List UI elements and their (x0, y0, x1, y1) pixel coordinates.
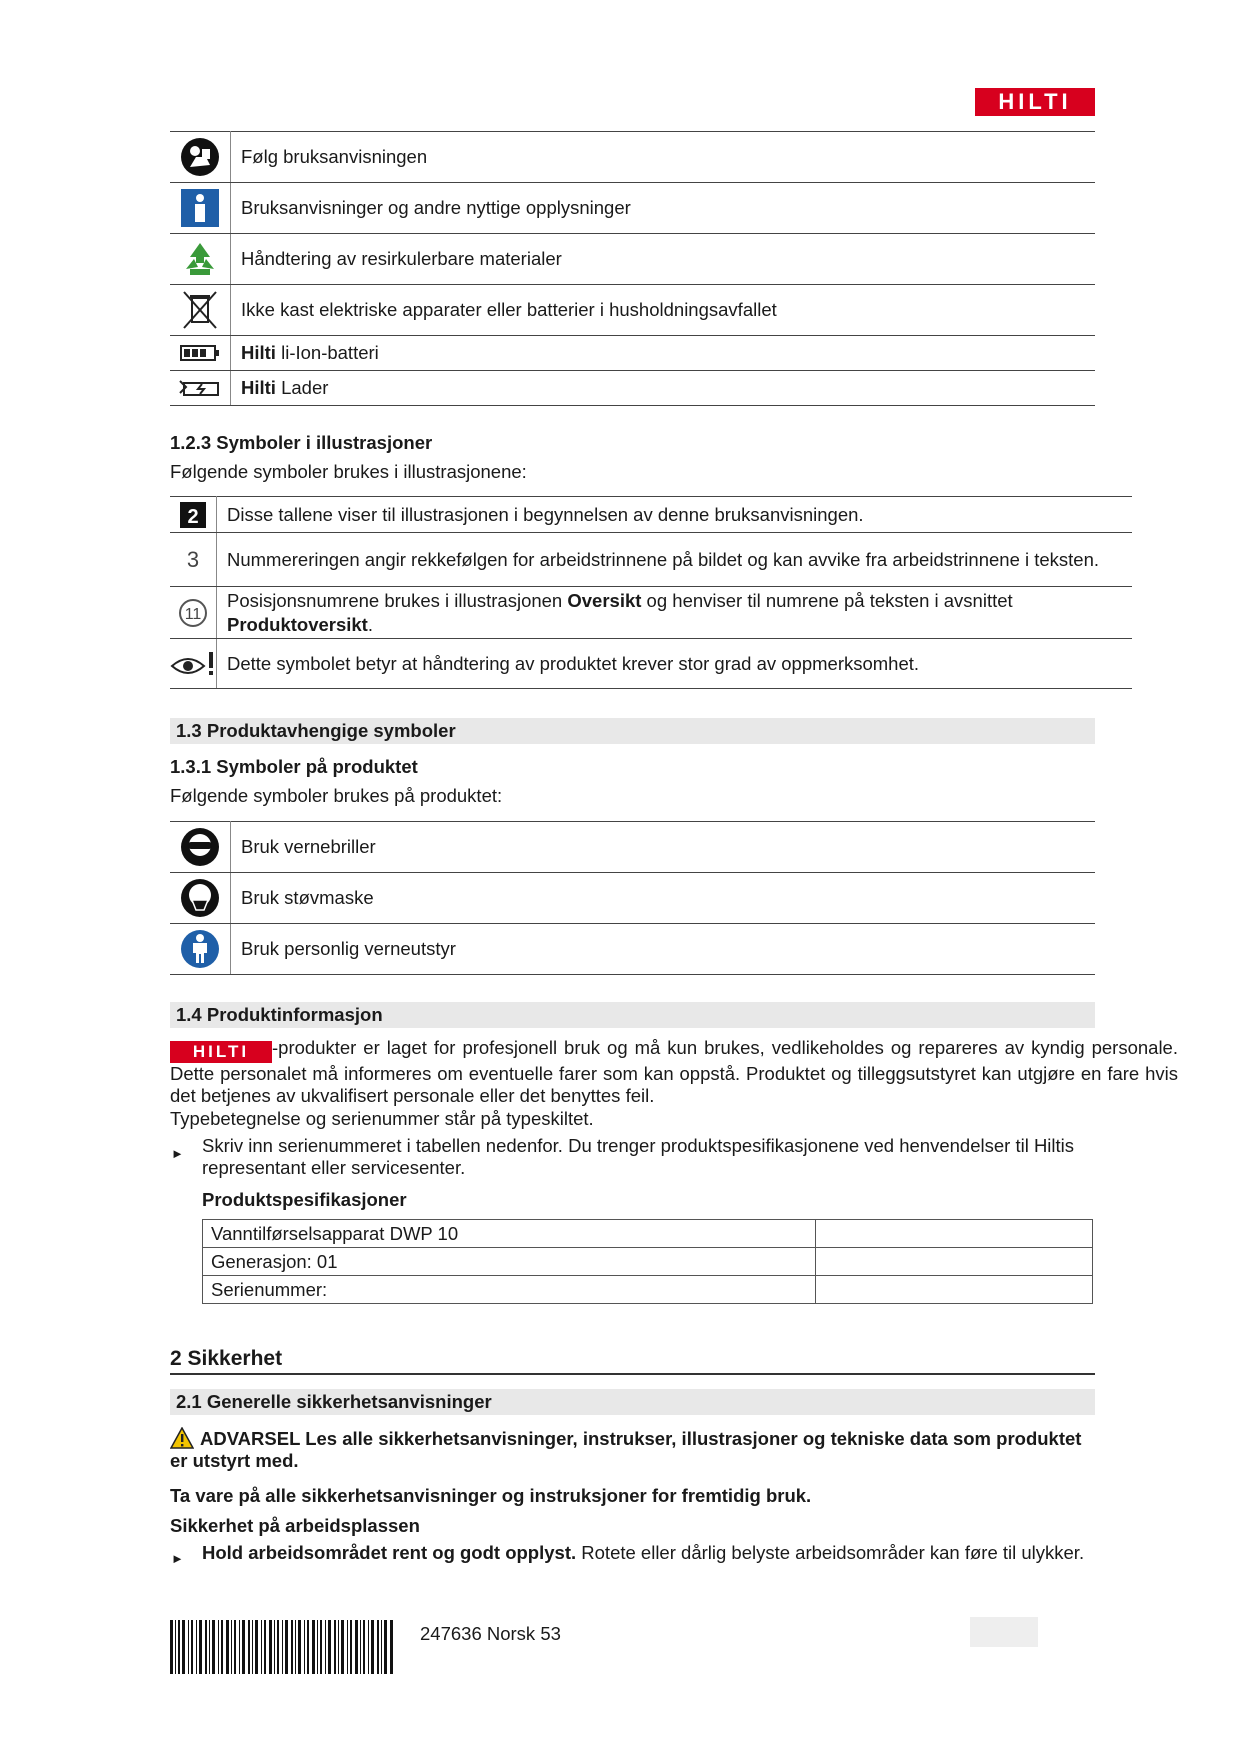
table-row (170, 336, 1095, 371)
section-band-1-4: 1.4 Produktinformasjon (170, 1002, 1095, 1028)
bullet-arrow-icon: ► (171, 1146, 184, 1161)
symbol-text: Følg bruksanvisningen (231, 132, 1096, 183)
warning-triangle-icon (170, 1427, 194, 1449)
table-row (170, 371, 1095, 406)
table-row (170, 132, 1095, 183)
symbol-text: Bruk støvmaske (231, 873, 1096, 924)
section-heading-1-3-1: 1.3.1 Symboler på produktet (170, 756, 418, 777)
table-row (170, 822, 1095, 873)
symbol-text: Bruk personlig verneutstyr (231, 924, 1096, 975)
workplace-safety-heading: Sikkerhet på arbeidsplassen (170, 1515, 420, 1536)
spec-label: Serienummer: (203, 1276, 816, 1304)
goggles-icon (170, 822, 231, 873)
general-symbols-table (170, 131, 1095, 406)
section-intro: Følgende symboler brukes i illustrasjonene: (170, 461, 527, 482)
product-spec-table (202, 1219, 1093, 1304)
crossed-bin-icon (170, 285, 231, 336)
spec-label: Generasjon: 01 (203, 1248, 816, 1276)
table-row (170, 924, 1095, 975)
symbol-text: Disse tallene viser til illustrasjonen i begynnelsen av denne bruksanvisningen. (217, 497, 1133, 533)
serial-instruction: Skriv inn serienummeret i tabellen nedenfor. Du trenger produktspesifikasjonene ved henvendelser til Hiltis representant eller servicesenter. (202, 1135, 1075, 1178)
charger-icon (170, 371, 231, 406)
read-manual-icon (170, 132, 231, 183)
table-row (170, 587, 1132, 639)
symbol-text: Bruksanvisninger og andre nyttige opplysninger (231, 183, 1096, 234)
product-symbols-table (170, 821, 1095, 975)
table-row (203, 1276, 1093, 1304)
protective-suit-icon (170, 924, 231, 975)
table-row (170, 497, 1132, 533)
spec-value[interactable] (816, 1220, 1093, 1248)
step-number-box-icon (170, 497, 217, 533)
eye-warning-icon (170, 639, 217, 689)
barcode-icon (170, 1620, 394, 1674)
section-intro: Følgende symboler brukes på produktet: (170, 785, 503, 806)
serial-number-value[interactable] (816, 1276, 1093, 1304)
section-heading-1-2-3: 1.2.3 Symboler i illustrasjoner (170, 432, 433, 453)
icon-label: 2 (187, 505, 199, 528)
product-info-paragraph: HILTI -produkter er laget for profesjonell bruk og må kun brukes, vedlikeholdes og repareres av kyndig personale. Dette personalet må informeres om eventuelle farer som kan oppstå. Produktet og tilleggsutstyret kan utgjøre en fare hvis det betjenes av ukvalifisert personale eller det benyttes feil. (170, 1037, 1178, 1106)
sequence-number-icon: 3 (170, 533, 217, 587)
workplace-bullet: Hold arbeidsområdet rent og godt opplyst. Rotete eller dårlig belyste arbeidsområder kan føre til ulykker. (202, 1542, 1085, 1563)
type-label-paragraph: Typebetegnelse og serienummer står på typeskiltet. (170, 1108, 594, 1129)
hilti-logo: HILTI (975, 88, 1095, 116)
recycle-icon (170, 234, 231, 285)
hilti-inline-logo: HILTI (170, 1041, 272, 1063)
table-row (170, 873, 1095, 924)
position-number-icon (170, 587, 217, 639)
section-heading-2: 2 Sikkerhet (170, 1347, 1095, 1375)
spec-label: Vanntilførselsapparat DWP 10 (203, 1220, 816, 1248)
symbol-text: Nummereringen angir rekkefølgen for arbeidstrinnene på bildet og kan avvike fra arbeidstrinnene i teksten. (217, 533, 1133, 587)
spec-title: Produktspesifikasjoner (202, 1189, 407, 1210)
table-row (170, 639, 1132, 689)
symbol-text: Håndtering av resirkulerbare materialer (231, 234, 1096, 285)
section-band-2-1: 2.1 Generelle sikkerhetsanvisninger (170, 1389, 1095, 1415)
keep-instructions: Ta vare på alle sikkerhetsanvisninger og instruksjoner for fremtidig bruk. (170, 1485, 812, 1506)
symbol-text: Hilti li-Ion-batteri (231, 336, 1096, 371)
symbol-text: Ikke kast elektriske apparater eller batterier i husholdningsavfallet (231, 285, 1096, 336)
info-icon (170, 183, 231, 234)
symbol-text: Posisjonsnumrene brukes i illustrasjonen Oversikt og henviser til numrene på teksten i avsnittet Produktoversikt. (217, 587, 1133, 639)
symbol-text: Hilti Lader (231, 371, 1096, 406)
warning-paragraph: ADVARSEL Les alle sikkerhetsanvisninger, instrukser, illustrasjoner og tekniske data som produktet er utstyrt med. (170, 1428, 1082, 1471)
table-row (170, 285, 1095, 336)
bullet-arrow-icon: ► (171, 1551, 184, 1566)
icon-label: 11 (184, 605, 202, 623)
symbol-text: Bruk vernebriller (231, 822, 1096, 873)
illustration-symbols-table (170, 496, 1132, 689)
page-footer: 247636 Norsk 53 (420, 1623, 561, 1644)
symbol-text: Dette symbolet betyr at håndtering av produktet krever stor grad av oppmerksomhet. (217, 639, 1133, 689)
table-row (170, 533, 1132, 587)
dust-mask-icon (170, 873, 231, 924)
section-band-1-3: 1.3 Produktavhengige symboler (170, 718, 1095, 744)
table-row (170, 183, 1095, 234)
battery-icon (170, 336, 231, 371)
table-row (203, 1220, 1093, 1248)
spec-value[interactable] (816, 1248, 1093, 1276)
table-row (203, 1248, 1093, 1276)
table-row (170, 234, 1095, 285)
footer-gray-box (970, 1617, 1038, 1647)
